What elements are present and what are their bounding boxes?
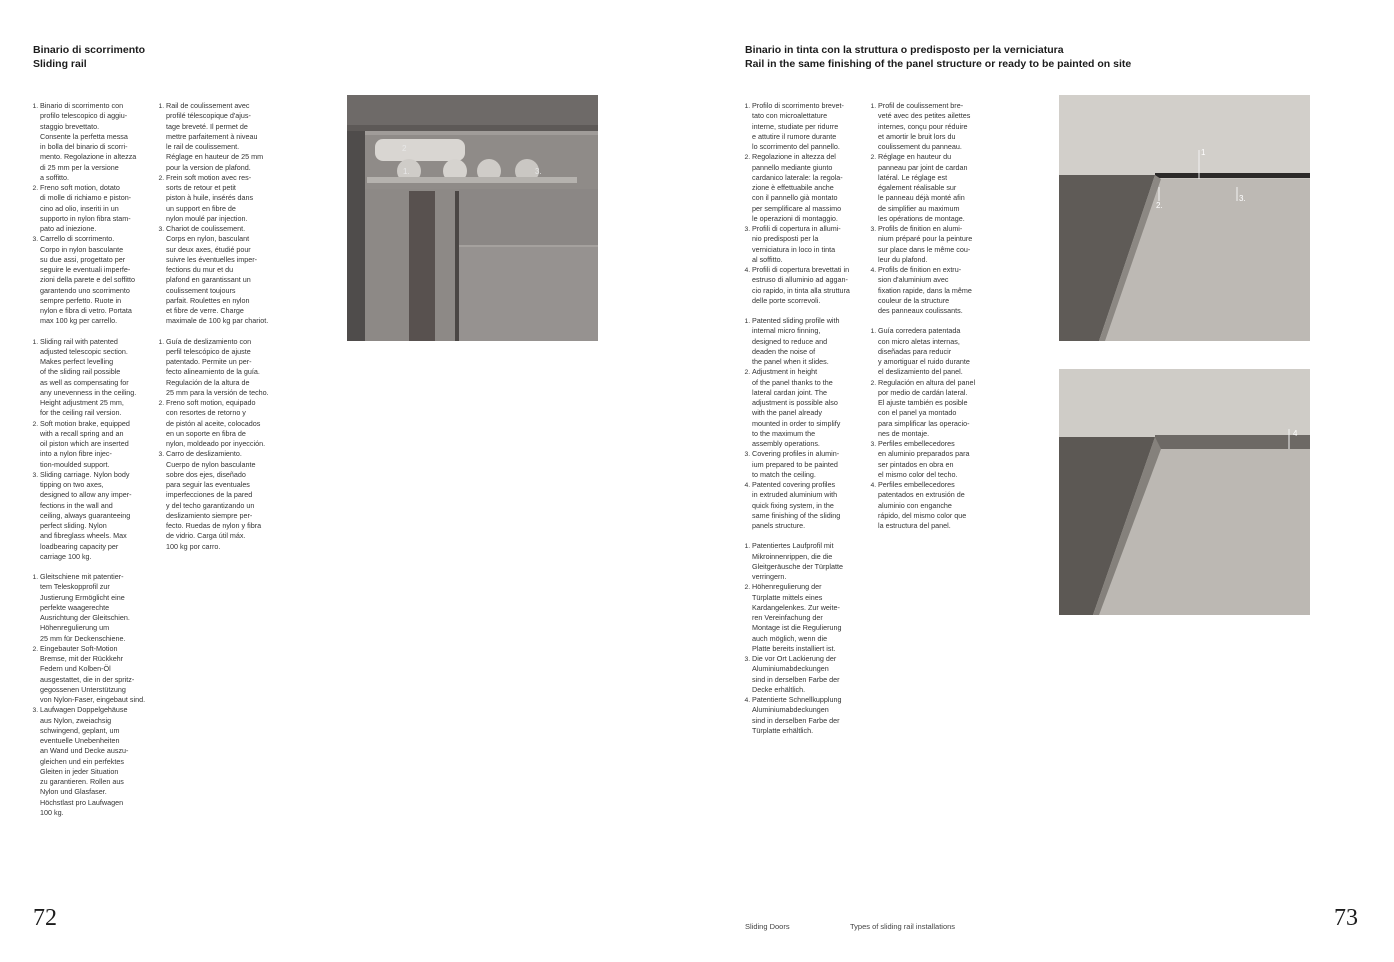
sliding-rail-photo	[347, 95, 598, 341]
spec-list-it	[744, 101, 864, 306]
sliding-rail-illustration	[347, 95, 598, 341]
list-item: 4. Perfiles embellecedores patentados en extrusión de aluminio con enganche rápido, del mismo color que la estructura del panel.	[878, 480, 992, 531]
list-item: 3. Die vor Ort Lackierung der Aluminiumabdeckungen sind in derselben Farbe der Decke erhältlich.	[752, 654, 864, 695]
list-item: 4. Patentierte Schnellkupplung Aluminiumabdeckungen sind in derselben Farbe der Türplatte erhältlich.	[752, 695, 864, 736]
list-item: 1. Patented sliding profile with internal micro finning, designed to reduce and deaden the noise of the panel when it slides.	[752, 316, 864, 367]
list-item: 2. Soft motion brake, equipped with a recall spring and an oil piston which are inserted into a nylon fibre injec- tion-moulded support.	[40, 419, 150, 470]
list-item: 3. Profili di copertura in allumi- nio predisposti per la verniciatura in loco in tinta al soffitto.	[752, 224, 864, 265]
left-title-it: Binario di scorrimento	[33, 44, 146, 56]
left-text-column-1	[32, 101, 150, 828]
list-item: 2. Freno soft motion, dotato di molle di richiamo e piston- cino ad olio, inseriti in un supporto in nylon fibra stam- pato ad iniezione.	[40, 183, 150, 234]
list-item: 3. Perfiles embellecedores en aluminio preparados para ser pintados en obra en el mismo color del techo.	[878, 439, 992, 480]
left-title-en: Sliding rail	[33, 58, 87, 70]
spec-list-en	[744, 316, 864, 531]
list-item: 4. Patented covering profiles in extruded aluminium with quick fixing system, in the same finishing of the sliding panels structure.	[752, 480, 864, 531]
photo-callout-1: 1	[1201, 148, 1206, 157]
photo-callout-3: 3.	[535, 167, 542, 176]
right-text-column-2	[870, 101, 992, 541]
list-item: 3. Laufwagen Doppelgehäuse aus Nylon, zweiachsig schwingend, geplant, um eventuelle Unebenheiten an Wand und Decke auszu- gleichen und ein perfektes Gleiten in jeder Situation zu garantieren. Rollen aus Nylon und Glasfaser. Höchstlast pro Laufwagen 100 kg.	[40, 705, 150, 818]
list-item: 1. Rail de coulissement avec profilé télescopique d'ajus- tage breveté. Il permet de mettre parfaitement à niveau le rail de coulissement. Réglage en hauteur de 25 mm pour la version de plafond.	[166, 101, 278, 173]
left-text-column-2	[158, 101, 278, 562]
footer-section-label: Sliding Doors	[745, 922, 790, 931]
right-title-it: Binario in tinta con la struttura o predisposto per la verniciatura	[745, 44, 1064, 56]
list-item: 2. Réglage en hauteur du panneau par joint de cardan latéral. Le réglage est également réalisable sur le panneau déjà monté afin de simplifier au maximum les opérations de montage.	[878, 152, 992, 224]
list-item: 3. Carro de deslizamiento. Cuerpo de nylon basculante sobre dos ejes, diseñado para seguir las eventuales imperfecciones de la pared y del techo garantizando un deslizamiento siempre per- fecto. Ruedas de nylon y fibra de vidrio. Carga útil máx. 100 kg por carro.	[166, 449, 278, 552]
list-item: 1. Guía de deslizamiento con perfil telescópico de ajuste patentado. Permite un per- fecto alineamiento de la guía. Regulación de la altura de 25 mm para la versión de techo.	[166, 337, 278, 399]
spec-list-de	[32, 572, 150, 818]
page-number-left: 72	[33, 905, 57, 931]
list-item: 2. Freno soft motion, equipado con resortes de retorno y de pistón al aceite, colocados en un soporte en fibra de nylon, moldeado por inyección.	[166, 398, 278, 449]
list-item: 4. Profils de finition en extru- sion d'aluminium avec fixation rapide, dans la même couleur de la structure des panneaux coulissants.	[878, 265, 992, 316]
spec-list-it	[32, 101, 150, 327]
photo-callout-4: 4	[1293, 429, 1298, 438]
page-number-right: 73	[1334, 905, 1358, 931]
right-text-column-1	[744, 101, 864, 746]
list-item: 1. Gleitschiene mit patentier- tem Teleskopprofil zur Justierung Ermöglicht eine perfekte waagerechte Ausrichtung der Gleitschien. Höhenregulierung um 25 mm für Deckenschiene.	[40, 572, 150, 644]
spec-list-es	[158, 337, 278, 552]
right-page-heading	[745, 43, 1131, 71]
list-item: 3. Covering profiles in alumin- ium prepared to be painted to match the ceiling.	[752, 449, 864, 480]
footer-subsection-label: Types of sliding rail installations	[850, 922, 956, 931]
spec-list-fr	[870, 101, 992, 316]
list-item: 2. Regulación en altura del panel por medio de cardán lateral. El ajuste también es posible con el panel ya montado para simplificar las operacio- nes de montaje.	[878, 378, 992, 440]
photo-callout-1: 1.	[403, 167, 410, 176]
list-item: 2. Eingebauter Soft-Motion Bremse, mit der Rückkehr Federn und Kolben-Öl ausgestattet, die in der spritz- gegossenen Unterstützung von Nylon-Faser, eingebaut sind.	[40, 644, 150, 706]
list-item: 3. Carrello di scorrimento. Corpo in nylon basculante su due assi, progettato per seguire le eventuali imperfe- zioni della parete e del soffitto garantendo uno scorrimento sempre perfetto. Ruote in nylon e fibra di vetro. Portata max 100 kg per carrello.	[40, 234, 150, 326]
spec-list-de	[744, 541, 864, 736]
list-item: 3. Sliding carriage. Nylon body tipping on two axes, designed to allow any imper- fections in the wall and ceiling, always guaranteeing perfect sliding. Nylon and fibreglass wheels. Max loadbearing capacity per carriage 100 kg.	[40, 470, 150, 562]
right-title-en: Rail in the same finishing of the panel structure or ready to be painted on site	[745, 58, 1132, 70]
photo-callout-2: 2	[402, 144, 407, 153]
spec-list-fr	[158, 101, 278, 327]
rail-structure-finish-illustration	[1059, 369, 1310, 615]
list-item: 1. Binario di scorrimento con profilo telescopico di aggiu- staggio brevettato. Consente la perfetta messa in bolla del binario di scorri- mento. Regolazione in altezza di 25 mm per la versione a soffitto.	[40, 101, 150, 183]
list-item: 2. Adjustment in height of the panel thanks to the lateral cardan joint. The adjustment is possible also with the panel already mounted in order to simplify to the maximum the assembly operations.	[752, 367, 864, 449]
list-item: 2. Höhenregulierung der Türplatte mittels eines Kardangelenkes. Zur weite- ren Vereinfachung der Montage ist die Regulierung auch möglich, wenn die Platte bereits installiert ist.	[752, 582, 864, 654]
list-item: 1. Guía corredera patentada con micro aletas internas, diseñadas para reducir y amortiguar el ruido durante el deslizamiento del panel.	[878, 326, 992, 377]
list-item: 3. Profils de finition en alumi- nium préparé pour la peinture sur place dans le même cou- leur du plafond.	[878, 224, 992, 265]
left-page-heading	[33, 43, 145, 71]
list-item: 2. Regolazione in altezza del pannello mediante giunto cardanico laterale: la regola- zione è effettuabile anche con il pannello già montato per semplificare al massimo le operazioni di montaggio.	[752, 152, 864, 224]
list-item: 1. Sliding rail with patented adjusted telescopic section. Makes perfect levelling of the sliding rail possible as well as compensating for any unevenness in the ceiling. Height adjustment 25 mm, for the ceiling rail version.	[40, 337, 150, 419]
list-item: 1. Profil de coulissement bre- veté avec des petites ailettes internes, conçu pour réduire et amortir le bruit lors du coulissement du panneau.	[878, 101, 992, 152]
rail-paintable-illustration	[1059, 95, 1310, 341]
spec-list-es	[870, 326, 992, 531]
photo-callout-2: 2.	[1156, 201, 1163, 210]
list-item: 3. Chariot de coulissement. Corps en nylon, basculant sur deux axes, étudié pour suivre les éventuelles imper- fections du mur et du plafond en garantissant un coulissement toujours parfait. Roulettes en nylon et fibre de verre. Charge maximale de 100 kg par chariot.	[166, 224, 278, 327]
photo-callout-3: 3.	[1239, 194, 1246, 203]
rail-paintable-photo	[1059, 95, 1310, 341]
list-item: 2. Frein soft motion avec res- sorts de retour et petit piston à huile, insérés dans un support en fibre de nylon moulé par injection.	[166, 173, 278, 224]
spec-list-en	[32, 337, 150, 563]
list-item: 1. Patentiertes Laufprofil mit Mikroinnenrippen, die die Gleitgeräusche der Türplatte verringern.	[752, 541, 864, 582]
list-item: 4. Profili di copertura brevettati in estruso di alluminio ad aggan- cio rapido, in tinta alla struttura delle porte scorrevoli.	[752, 265, 864, 306]
list-item: 1. Profilo di scorrimento brevet- tato con microalettature interne, studiate per ridurre e attutire il rumore durante lo scorrimento del pannello.	[752, 101, 864, 152]
rail-structure-finish-photo	[1059, 369, 1310, 615]
